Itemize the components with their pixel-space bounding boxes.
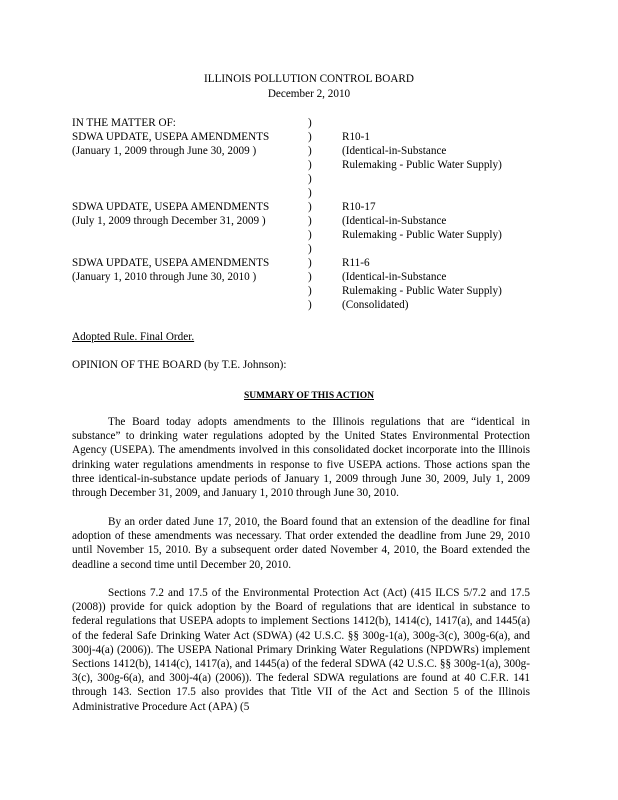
docket-type-2: (Identical-in-Substance [342,215,447,227]
case-title-1: SDWA UPDATE, USEPA AMENDMENTS [72,131,270,143]
case-period-2: (July 1, 2009 through December 31, 2009 ) [72,215,266,227]
case-title-3: SDWA UPDATE, USEPA AMENDMENTS [72,257,270,269]
adopted-rule-line: Adopted Rule. Final Order. [72,331,195,343]
docket-category-3: Rulemaking - Public Water Supply) [342,285,502,297]
paragraph-3 [72,586,530,714]
docket-consolidated: (Consolidated) [342,299,409,311]
paragraph-1 [72,415,530,500]
paren: ) [308,173,312,185]
document-date: December 2, 2010 [267,88,351,100]
paren: ) [308,215,312,227]
paren: ) [308,187,312,199]
summary-heading: SUMMARY OF THIS ACTION [244,391,374,401]
paragraph-2 [72,515,530,572]
in-the-matter-label: IN THE MATTER OF: [72,117,176,129]
paragraph-3-text: Sections 7.2 and 17.5 of the Environmental Protection Act (Act) (415 ILCS 5/7.2 and 17.5 (2008)) provide for quick adoption by the Board of regulations that are identical in substance to federal regulations that USEPA adopts to implement Sections 1412(b), 1414(c), 1417(a), and 1445(a) of the federal Safe Drinking Water Act (SDWA) (42 U.S.C. §§ 300g-1(a), 300g-3(c), 300g-6(a), and 300j-4(a) (2006)). The USEPA National Primary Drinking Water Regulations (NPDWRs) implement Sections 1412(b), 1414(c), 1417(a), and 1445(a) of the federal SDWA (42 U.S.C. §§ 300g-1(a), 300g-3(c), 300g-6(a), and 300j-4(a) (2006)). The federal SDWA regulations are found at 40 C.F.R. 141 through 143. Section 17.5 also provides that Title VII of the Act and Section 5 of the Illinois Administrative Procedure Act (APA) (5 [72,587,530,713]
paren: ) [308,159,312,171]
paragraph-1-text: The Board today adopts amendments to the Illinois regulations that are “identical in substance” to drinking water regulations adopted by the United States Environmental Protection Agency (USEPA). The amendments involved in this consolidated docket incorporate into the Illinois drinking water regulations amendments in response to five USEPA actions. Those actions span the three identical-in-substance update periods of January 1, 2009 through June 30, 2009, July 1, 2009 through December 31, 2009, and January 1, 2010 through June 30, 2010. [72,416,530,500]
case-title-2: SDWA UPDATE, USEPA AMENDMENTS [72,201,270,213]
paren: ) [308,201,312,213]
case-period-3: (January 1, 2010 through June 30, 2010 ) [72,271,257,283]
docket-number-1: R10-1 [342,131,370,143]
docket-category-2: Rulemaking - Public Water Supply) [342,229,502,241]
board-title: ILLINOIS POLLUTION CONTROL BOARD [204,73,414,85]
docket-category-1: Rulemaking - Public Water Supply) [342,159,502,171]
paren: ) [308,285,312,297]
paren: ) [308,243,312,255]
paren: ) [308,271,312,283]
paragraph-2-text: By an order dated June 17, 2010, the Board found that an extension of the deadline for final adoption of these amendments was necessary. That order extended the deadline from June 29, 2010 until November 15, 2010. By a subsequent order dated November 4, 2010, the Board extended the deadline a second time until December 20, 2010. [72,516,530,571]
paren: ) [308,117,312,129]
paren: ) [308,257,312,269]
paren: ) [308,145,312,157]
docket-number-2: R10-17 [342,201,376,213]
paren: ) [308,229,312,241]
paren: ) [308,131,312,143]
opinion-line: OPINION OF THE BOARD (by T.E. Johnson): [72,359,287,371]
paren: ) [308,299,312,311]
case-period-1: (January 1, 2009 through June 30, 2009 ) [72,145,257,157]
docket-number-3: R11-6 [342,257,370,269]
docket-type-1: (Identical-in-Substance [342,145,447,157]
docket-type-3: (Identical-in-Substance [342,271,447,283]
